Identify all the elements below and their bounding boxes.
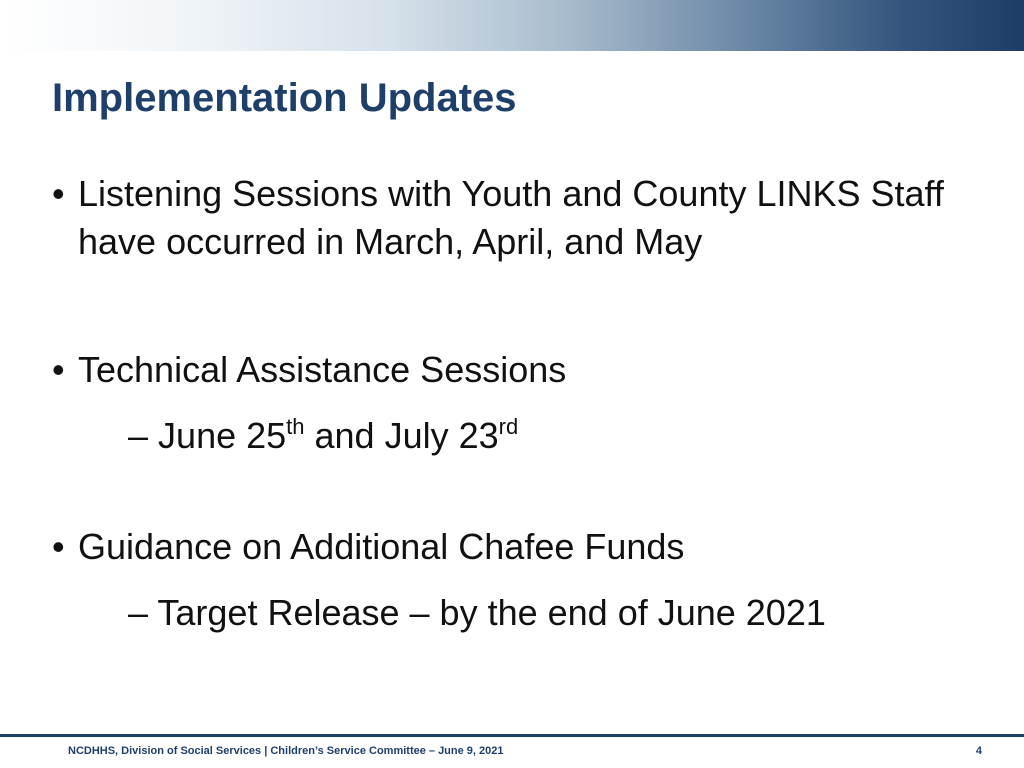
slide-title: Implementation Updates <box>52 76 517 120</box>
sub-bullet-text: Target Release – by the end of June 2021 <box>157 592 826 633</box>
ordinal-suffix-th: th <box>286 414 305 439</box>
bullet-icon: • <box>52 173 65 214</box>
footer-divider <box>0 734 1024 737</box>
sub-bullet-session-dates <box>128 412 518 460</box>
ordinal-suffix-rd: rd <box>498 414 519 439</box>
bullet-item-listening-sessions <box>52 170 958 266</box>
page-number: 4 <box>975 745 982 757</box>
bullet-item-chafee-guidance <box>52 523 958 571</box>
bullet-icon: • <box>52 526 65 567</box>
date-july: and July 23 <box>304 415 499 456</box>
bullet-text: Technical Assistance Sessions <box>78 349 567 390</box>
bullet-item-technical-assistance <box>52 346 958 394</box>
bullet-text: Guidance on Additional Chafee Funds <box>78 526 685 567</box>
bullet-icon: • <box>52 349 65 390</box>
header-gradient-band <box>0 0 1024 51</box>
bullet-text: Listening Sessions with Youth and County LINKS Staff have occurred in March, April, and May <box>78 173 944 262</box>
sub-bullet-target-release <box>128 589 826 637</box>
date-june: June 25 <box>158 415 287 456</box>
sub-bullet-dash: – <box>128 415 149 456</box>
sub-bullet-dash: – <box>128 592 149 633</box>
footer-text: NCDHHS, Division of Social Services | Children’s Service Committee – June 9, 2021 <box>68 745 504 757</box>
